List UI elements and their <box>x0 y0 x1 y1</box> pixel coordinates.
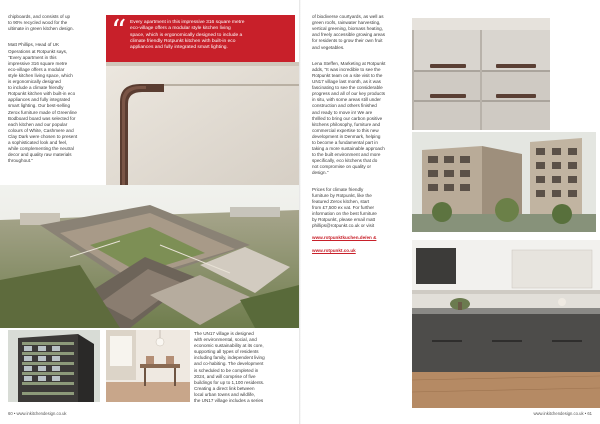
paragraph: of biodiverse courtyards, as well as green roofs, rainwater harvesting, vertical greening, biomass heating, and freely accessible growing areas for residents to grow their own fruit and vegetables. <box>312 14 386 50</box>
page-number-right: www.inkitchendesign.co.uk • 61 <box>533 411 592 416</box>
page-spine <box>299 0 301 424</box>
left-column-text <box>8 8 100 174</box>
drawer-handles-photo <box>412 18 550 130</box>
quote-mark: “ <box>111 14 127 49</box>
pull-quote <box>106 15 295 62</box>
right-column-text <box>312 8 402 260</box>
right-page <box>300 0 600 424</box>
pull-quote-text: Every apartment in this impressive 316 square metre eco-village offers a modular style kitchen living space, which is ergonomically designed to include a climate friendly Rotpunkt kitchen with built-in eco appliances and fully integrated smart lighting. <box>130 20 245 51</box>
kitchen-interior-photo <box>412 240 600 408</box>
cabinet-handle-photo <box>106 62 299 185</box>
aerial-village-photo <box>0 185 299 328</box>
page-number-left: 60 • www.inkitchendesign.co.uk <box>8 411 67 416</box>
caption-text: The UN17 village is designed with environmental, social, and economic sustainability at its core, supporting all types of residents including family, independent living and co-habiting. The development is scheduled to be completed in 2024, and will comprise of five buildings for up to 1,100 residents. Creating a direct link between local urban towns and wildlife, the UN17 village includes a series <box>194 331 265 404</box>
paragraph: chipboards, and consists of up to 90% recycled wood for the ultimate in green kitchen design. <box>8 14 74 32</box>
building-exterior-photo <box>412 132 596 232</box>
tower-render-photo <box>8 330 100 402</box>
paragraph: Prices for climate friendly furniture by Rotpunkt, like the featured Zerox kitchen, start from £7,500 ex vat. For further information on the best furniture by Rotpunkt, please email matt phillips@rotpunkt.co.uk or visit <box>312 186 377 229</box>
dining-room-photo <box>106 330 190 402</box>
rotpunkt-de-link[interactable]: www.rotpunktkuchen.de/en & <box>312 235 377 241</box>
paragraph: Matt Phillips, Head of UK Operations at Rotpunkt says, "Every apartment in this impressive 316 square metre eco-village offers a modular style kitchen living space, which is ergonomically designed to include a climate friendly Rotpunkt kitchen with built-in eco appliances and fully integrated smart lighting. Our best-selling Zerox furniture made of Greenline Bodboard board was selected for each kitchen and our popular colours of White, Cashmere and Clay Dark were chosen to present a sophisticated look and feel, while complementing the neutral decor and quality raw materials throughout." <box>8 42 78 164</box>
paragraph: Lena Steffen, Marketing at Rotpunkt adds, "It was incredible to see the Rotpunkt team on a site visit to the UN17 village last month, as it was fascinating to see the considerable progress and all of our key products in situ, with some areas still under construction and others finished and ready to move in! We are thrilled to bring our carbon positive kitchens philosophy, furniture and commercial expertise to this new development in Denmark, helping to become a fundamental part in taking a more sustainable approach to the built environment and more specifically, eco kitchens that do not compromise on quality or design." <box>312 60 386 176</box>
rotpunkt-uk-link[interactable]: www.rotpunkt.co.uk <box>312 247 356 253</box>
